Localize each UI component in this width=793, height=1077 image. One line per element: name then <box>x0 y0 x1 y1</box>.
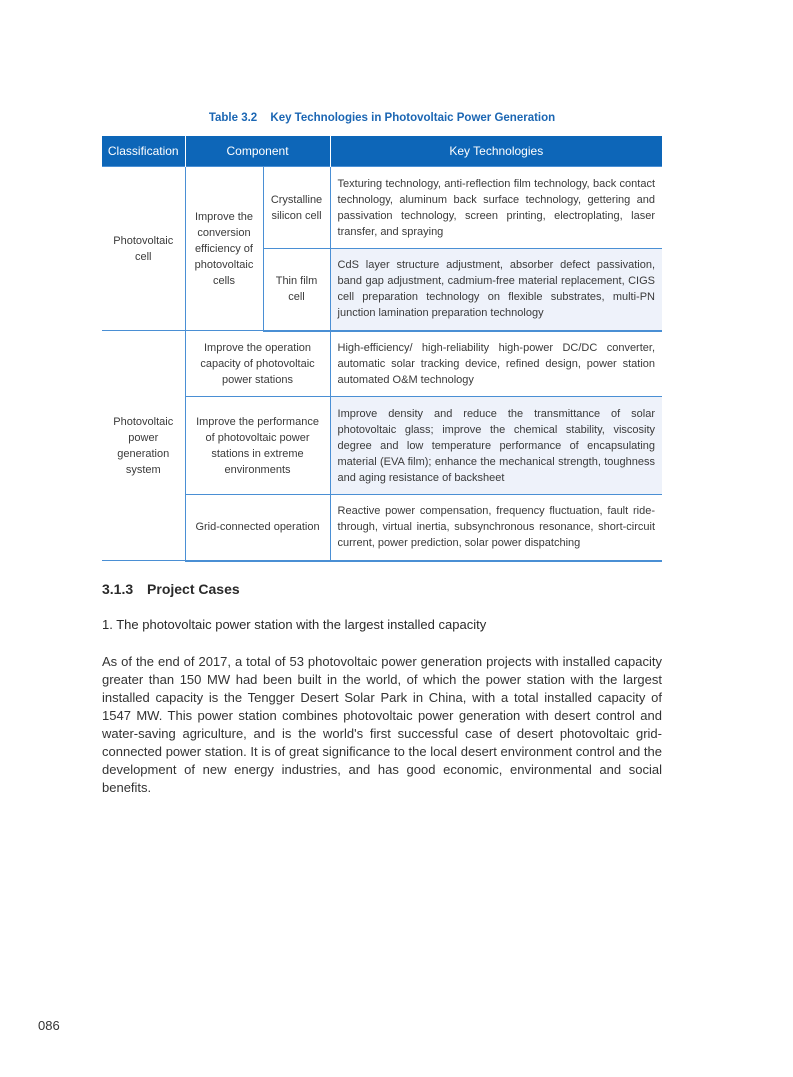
table-caption-number: Table 3.2 <box>208 112 258 124</box>
component-cell: Improve the conversion efficiency of photovoltaic cells <box>185 167 263 331</box>
table-row <box>102 331 662 397</box>
classification-cell: Photovoltaic power generation system <box>102 331 185 561</box>
table-header-row <box>102 136 662 167</box>
technologies-cell: High-efficiency/ high-reliability high-power DC/DC converter, automatic solar tracking device, refined design, power station automated O&M technology <box>330 331 662 397</box>
technologies-cell: Improve density and reduce the transmittance of solar photovoltaic glass; improve the chemical stability, viscosity degree and low temperature performance of encapsulating material (EVA film); enhance the mechanical strength, toughness and aging resistance of backsheet <box>330 397 662 495</box>
component-cell: Grid-connected operation <box>185 495 330 561</box>
section-heading <box>102 581 240 597</box>
technologies-cell: Texturing technology, anti-reflection film technology, back contact technology, aluminum back surface technology, gettering and passivation technology, screen printing, electroplating, laser transfer, and spraying <box>330 167 662 249</box>
technologies-cell: CdS layer structure adjustment, absorber defect passivation, band gap adjustment, cadmium-free material replacement, CIGS cell preparation technology on flexible substrates, multi-PN junction lamination preparation technology <box>330 249 662 331</box>
body-paragraph: As of the end of 2017, a total of 53 photovoltaic power generation projects with installed capacity greater than 150 MW had been built in the world, of which the power station with the largest installed capacity is the Tengger Desert Solar Park in China, with a total installed capacity of 1547 MW. This power station combines photovoltaic power generation with desert control and water-saving agriculture, and is the world's first successful case of desert photovoltaic grid-connected power station. It is of great significance to the local desert environment control and the development of new energy industries, and has good economic, environmental and social benefits. <box>102 654 662 795</box>
subsection-heading: 1. The photovoltaic power station with the largest installed capacity <box>102 617 487 632</box>
key-technologies-table <box>102 136 662 562</box>
table-row <box>102 397 662 495</box>
table-row <box>102 495 662 561</box>
table-caption-title: Key Technologies in Photovoltaic Power Generation <box>270 112 556 124</box>
classification-cell: Photovoltaic cell <box>102 167 185 331</box>
section-title: Project Cases <box>147 581 240 597</box>
table-caption <box>102 112 662 124</box>
table-row <box>102 167 662 249</box>
section-number: 3.1.3 <box>102 581 134 597</box>
page-number: 086 <box>38 1018 60 1033</box>
subcomponent-cell: Crystalline silicon cell <box>263 167 330 249</box>
header-classification: Classification <box>102 136 185 167</box>
component-cell: Improve the performance of photovoltaic power stations in extreme environments <box>185 397 330 495</box>
subcomponent-cell: Thin film cell <box>263 249 330 331</box>
component-cell: Improve the operation capacity of photovoltaic power stations <box>185 331 330 397</box>
technologies-cell: Reactive power compensation, frequency fluctuation, fault ride-through, virtual inertia, subsynchronous resonance, short-circuit current, power prediction, solar power dispatching <box>330 495 662 561</box>
header-key-technologies: Key Technologies <box>330 136 662 167</box>
header-component: Component <box>185 136 330 167</box>
